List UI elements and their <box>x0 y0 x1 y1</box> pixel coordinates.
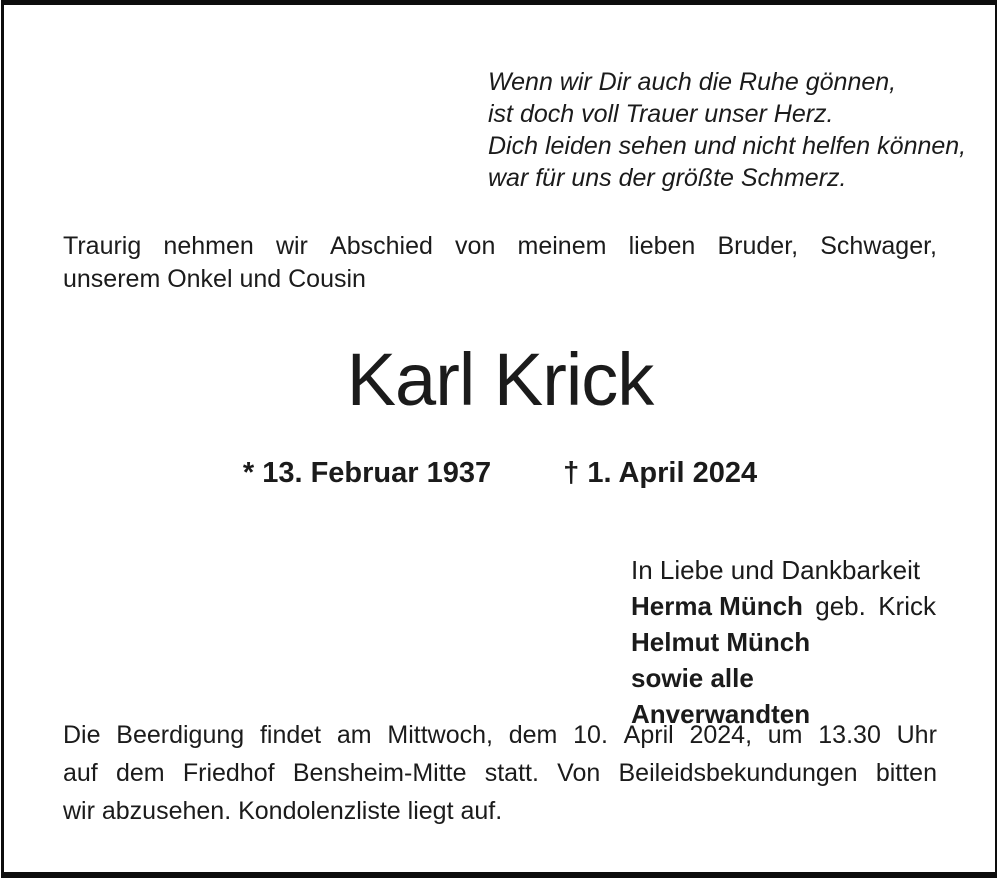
mourner-name-suffix: geb. <box>815 591 866 621</box>
memorial-poem <box>488 66 966 194</box>
death-date: † 1. April 2024 <box>563 457 758 489</box>
mourner-name: Helmut Münch <box>631 627 811 657</box>
life-dates <box>0 456 1000 490</box>
funeral-line: wir abzusehen. Kondolenzliste liegt auf. <box>63 797 503 825</box>
mourners-closing: sowie alle Anverwandten <box>631 663 811 729</box>
intro-line: Traurig nehmen wir Abschied von meinem lieben Bruder, Schwager, <box>63 232 937 260</box>
mourners-heading: In Liebe und Dankbarkeit <box>631 555 921 585</box>
poem-line: war für uns der größte Schmerz. <box>488 164 847 192</box>
poem-line: ist doch voll Trauer unser Herz. <box>488 100 834 128</box>
poem-line: Dich leiden sehen und nicht helfen können, <box>488 132 967 160</box>
intro-text <box>63 230 937 296</box>
funeral-info <box>63 716 937 830</box>
deceased-name: Karl Krick <box>346 338 654 421</box>
mourner-name-suffix: Krick <box>878 591 936 621</box>
birth-date: * 13. Februar 1937 <box>242 457 492 489</box>
mourner-name: Herma Münch <box>631 591 803 621</box>
intro-line: unserem Onkel und Cousin <box>63 265 366 293</box>
funeral-line: Die Beerdigung findet am Mittwoch, dem 10. April 2024, um 13.30 Uhr <box>63 721 937 749</box>
mourners-list <box>631 552 936 732</box>
mourner-entry <box>631 588 936 624</box>
poem-line: Wenn wir Dir auch die Ruhe gönnen, <box>488 68 897 96</box>
funeral-line: auf dem Friedhof Bensheim-Mitte statt. Von Beileidsbekundungen bitten <box>63 759 937 787</box>
